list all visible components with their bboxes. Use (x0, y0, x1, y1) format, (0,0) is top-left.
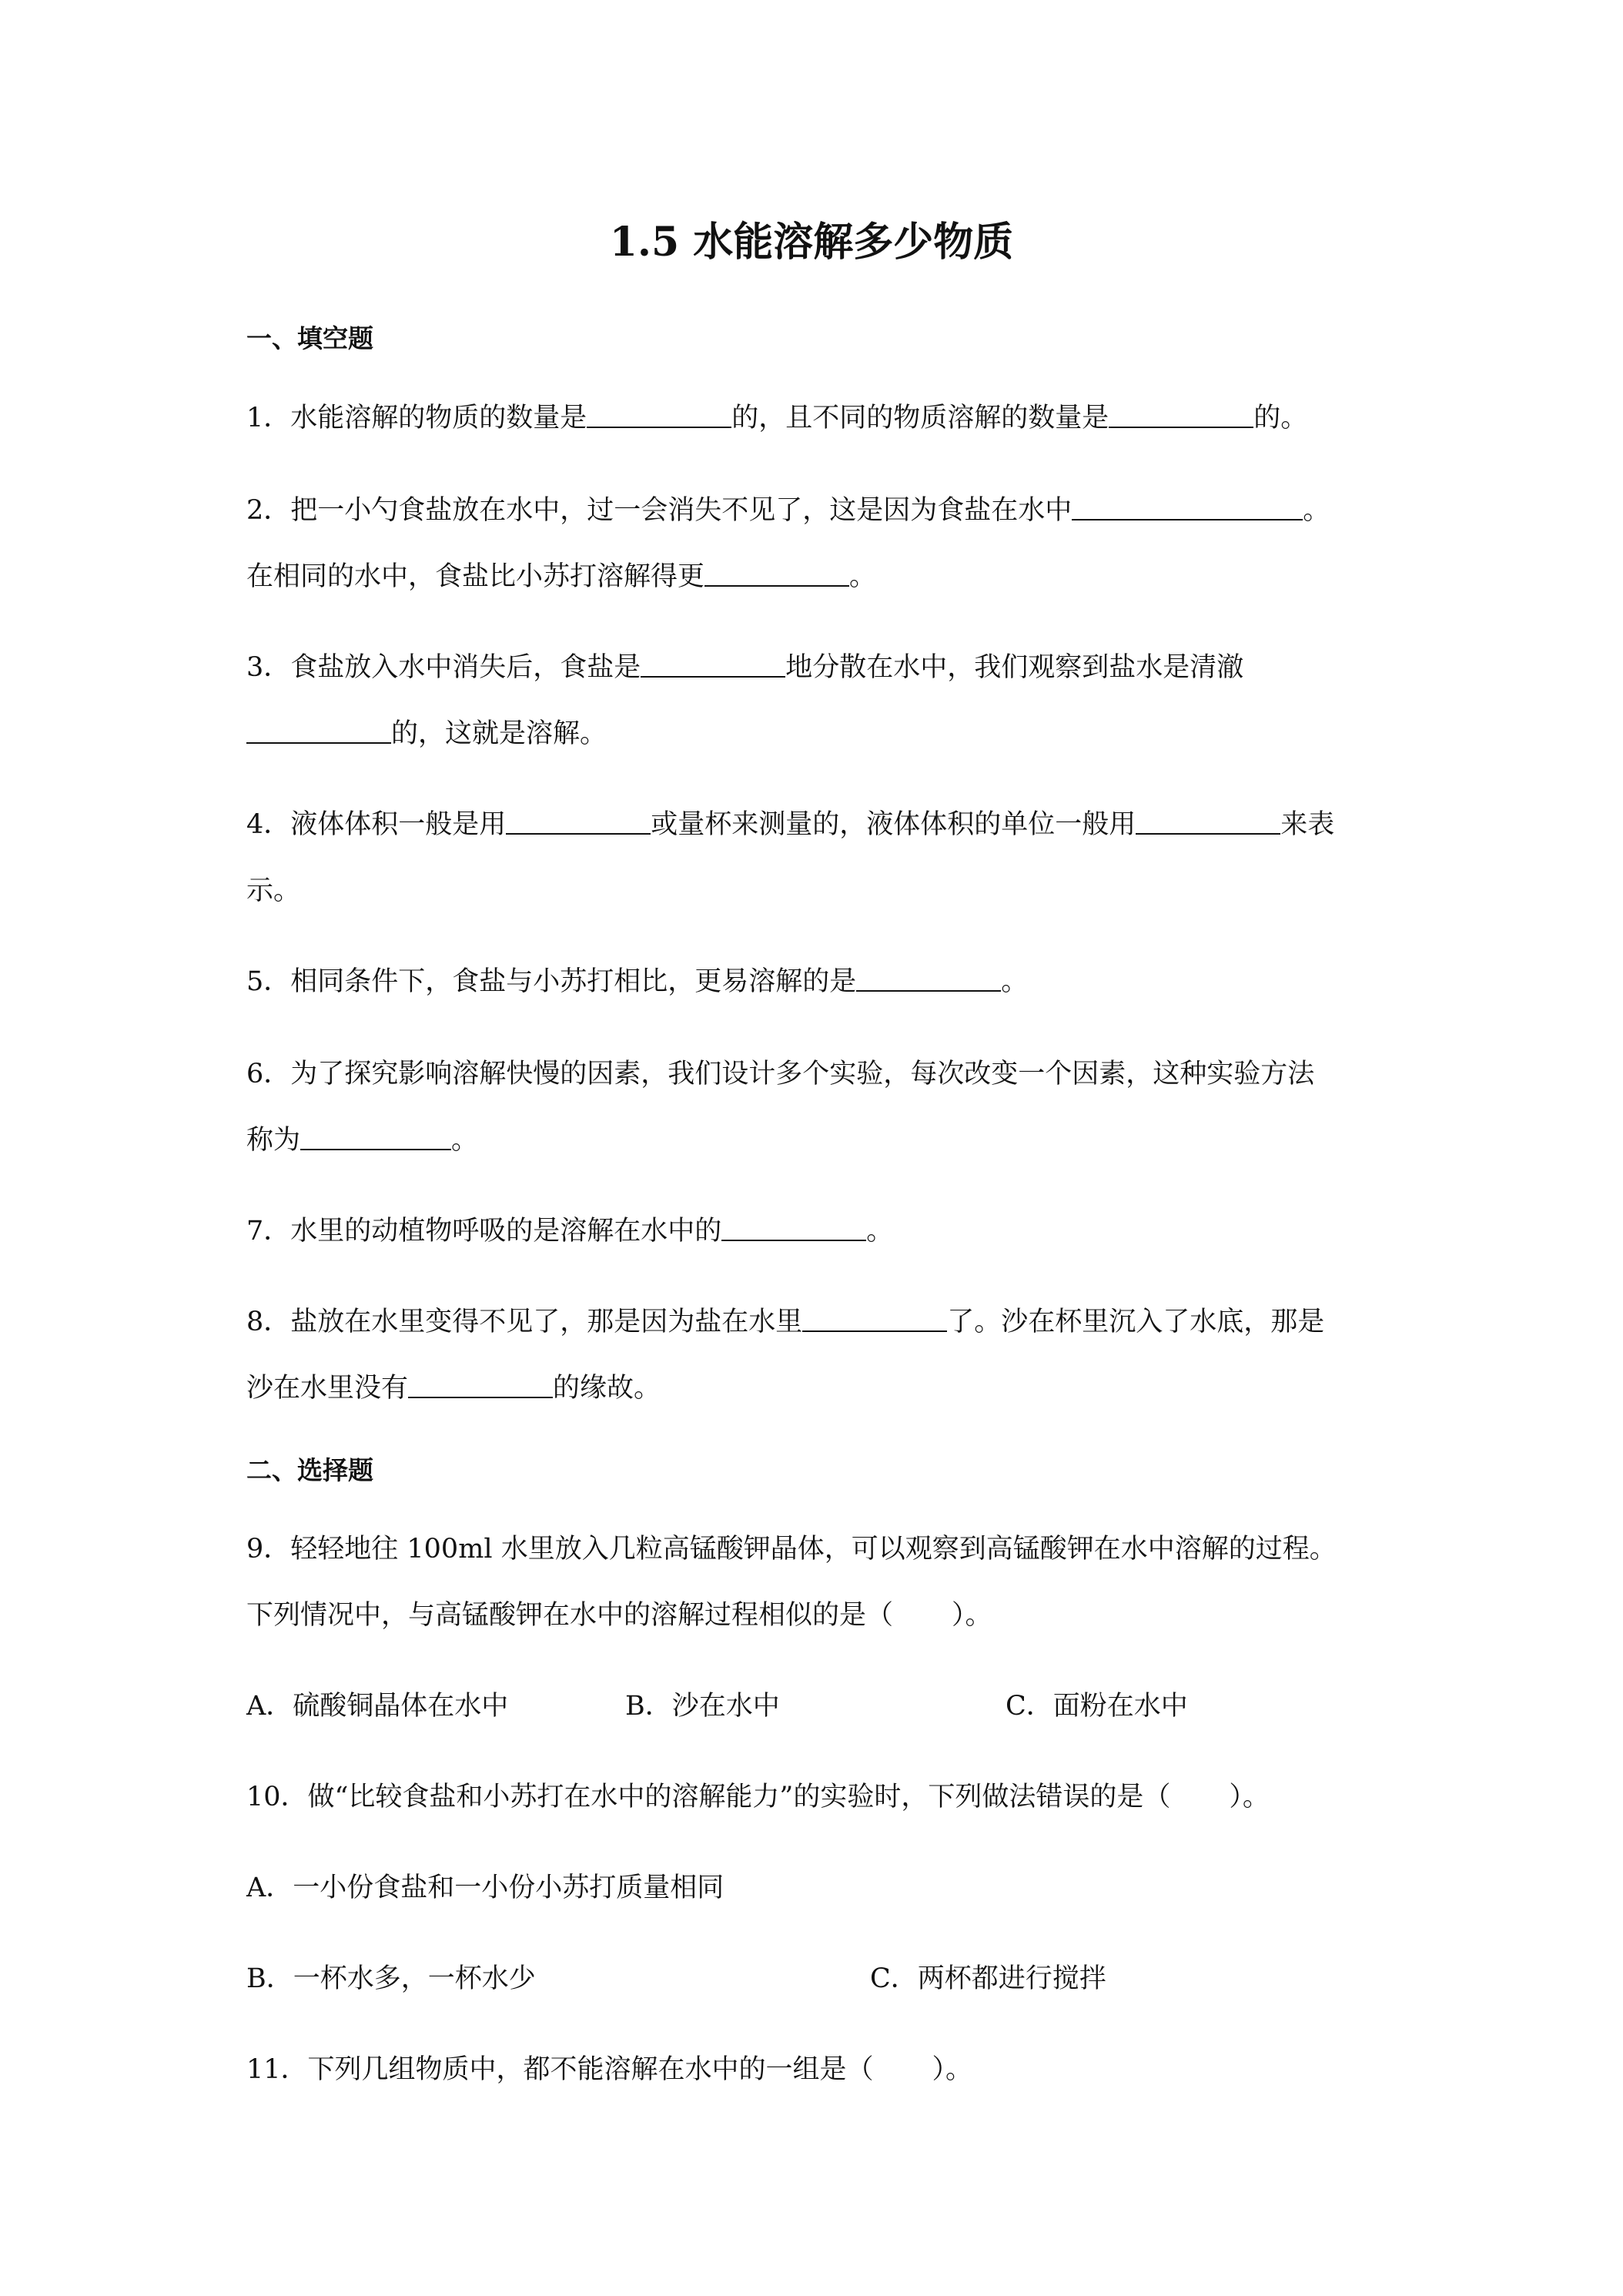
question-text: 的缘故。 (553, 1373, 661, 1404)
question-8-continued (246, 1371, 661, 1405)
question-text: 了。沙在杯里沉入了水底，那是 (947, 1307, 1325, 1337)
answer-blank[interactable] (408, 1374, 553, 1398)
question-text: 。 (866, 1216, 894, 1247)
question-text: ）。 (932, 2054, 973, 2085)
question-text: 沙在水里没有 (246, 1373, 409, 1404)
option-b[interactable]: B．一杯水多，一杯水少 (246, 1963, 536, 1994)
question-text: 4．液体体积一般是用 (246, 809, 507, 840)
option-b[interactable]: B．沙在水中 (625, 1691, 780, 1722)
question-2 (246, 494, 1330, 527)
answer-blank[interactable] (246, 719, 391, 744)
question-text: 6．为了探究影响溶解快慢的因素，我们设计多个实验，每次改变一个因素，这种实验方法 (246, 1059, 1315, 1089)
question-text: 5．相同条件下，食盐与小苏打相比，更易溶解的是 (246, 966, 857, 997)
question-text: 10．做“比较食盐和小苏打在水中的溶解能力”的实验时，下列做法错误的是（ (246, 1782, 1171, 1812)
answer-blank[interactable] (641, 653, 785, 678)
option-a[interactable]: A．一小份食盐和一小份小苏打质量相同 (246, 1873, 724, 1903)
question-text: 7．水里的动植物呼吸的是溶解在水中的 (246, 1216, 722, 1247)
question-6 (246, 1057, 1314, 1091)
question-text: 8．盐放在水里变得不见了，那是因为盐在水里 (246, 1307, 803, 1337)
question-4-continued (246, 874, 300, 908)
answer-blank[interactable] (506, 810, 651, 835)
question-text: 的，这就是溶解。 (391, 718, 607, 749)
question-text: 9．轻轻地往 100ml 水里放入几粒高锰酸钾晶体，可以观察到高锰酸钾在水中溶解的过程。 (246, 1534, 1337, 1565)
question-text: 或量杯来测量的，液体体积的单位一般用 (651, 809, 1136, 840)
question-text: ）。 (952, 1600, 992, 1631)
answer-blank[interactable] (856, 967, 1001, 992)
question-text: 示。 (246, 875, 301, 906)
answer-blank[interactable] (587, 403, 731, 428)
option-c[interactable]: C．面粉在水中 (1006, 1691, 1188, 1722)
question-text: 。 (1303, 495, 1330, 526)
answer-blank[interactable] (300, 1126, 451, 1150)
question-9-continued (246, 1598, 992, 1632)
question-text: 。 (1001, 966, 1029, 997)
question-text: 称为 (246, 1125, 301, 1156)
question-text: 3．食盐放入水中消失后，食盐是 (246, 652, 641, 683)
question-10 (246, 1780, 1270, 1814)
question-7 (246, 1214, 893, 1248)
question-text: 地分散在水中，我们观察到盐水是清澈 (785, 652, 1244, 683)
question-1 (246, 401, 1307, 435)
page-title: 1.5 水能溶解多少物质 (609, 219, 1014, 266)
answer-blank[interactable] (1109, 403, 1253, 428)
option-a[interactable]: A．硫酸铜晶体在水中 (246, 1691, 509, 1722)
question-5 (246, 965, 1028, 999)
answer-blank[interactable] (704, 562, 849, 587)
section-heading-choice: 二、选择题 (246, 1455, 373, 1485)
answer-blank[interactable] (721, 1217, 866, 1241)
question-text: 。 (451, 1125, 479, 1156)
question-3-continued (246, 717, 607, 751)
question-text: 的。 (1253, 403, 1308, 433)
question-9 (246, 1532, 1337, 1566)
question-text: 。 (849, 561, 877, 592)
question-11 (246, 2053, 972, 2087)
section-heading-fill: 一、填空题 (246, 323, 373, 353)
answer-blank[interactable] (1136, 810, 1280, 835)
question-text: 的，且不同的物质溶解的数量是 (731, 403, 1109, 433)
question-3 (246, 651, 1243, 684)
question-text: ）。 (1229, 1782, 1270, 1812)
question-6-continued (246, 1123, 478, 1157)
question-4 (246, 808, 1334, 842)
option-c[interactable]: C．两杯都进行搅拌 (870, 1963, 1106, 1994)
question-text: 来表 (1280, 809, 1335, 840)
question-text: 11．下列几组物质中，都不能溶解在水中的一组是（ (246, 2054, 874, 2085)
question-text: 1．水能溶解的物质的数量是 (246, 403, 587, 433)
question-text: 在相同的水中，食盐比小苏打溶解得更 (246, 561, 705, 592)
question-2-continued (246, 560, 876, 594)
question-8 (246, 1305, 1324, 1339)
question-text: 下列情况中，与高锰酸钾在水中的溶解过程相似的是（ (246, 1600, 894, 1631)
answer-blank[interactable] (1072, 496, 1303, 520)
answer-blank[interactable] (802, 1307, 947, 1332)
question-text: 2．把一小勺食盐放在水中，过一会消失不见了，这是因为食盐在水中 (246, 495, 1073, 526)
